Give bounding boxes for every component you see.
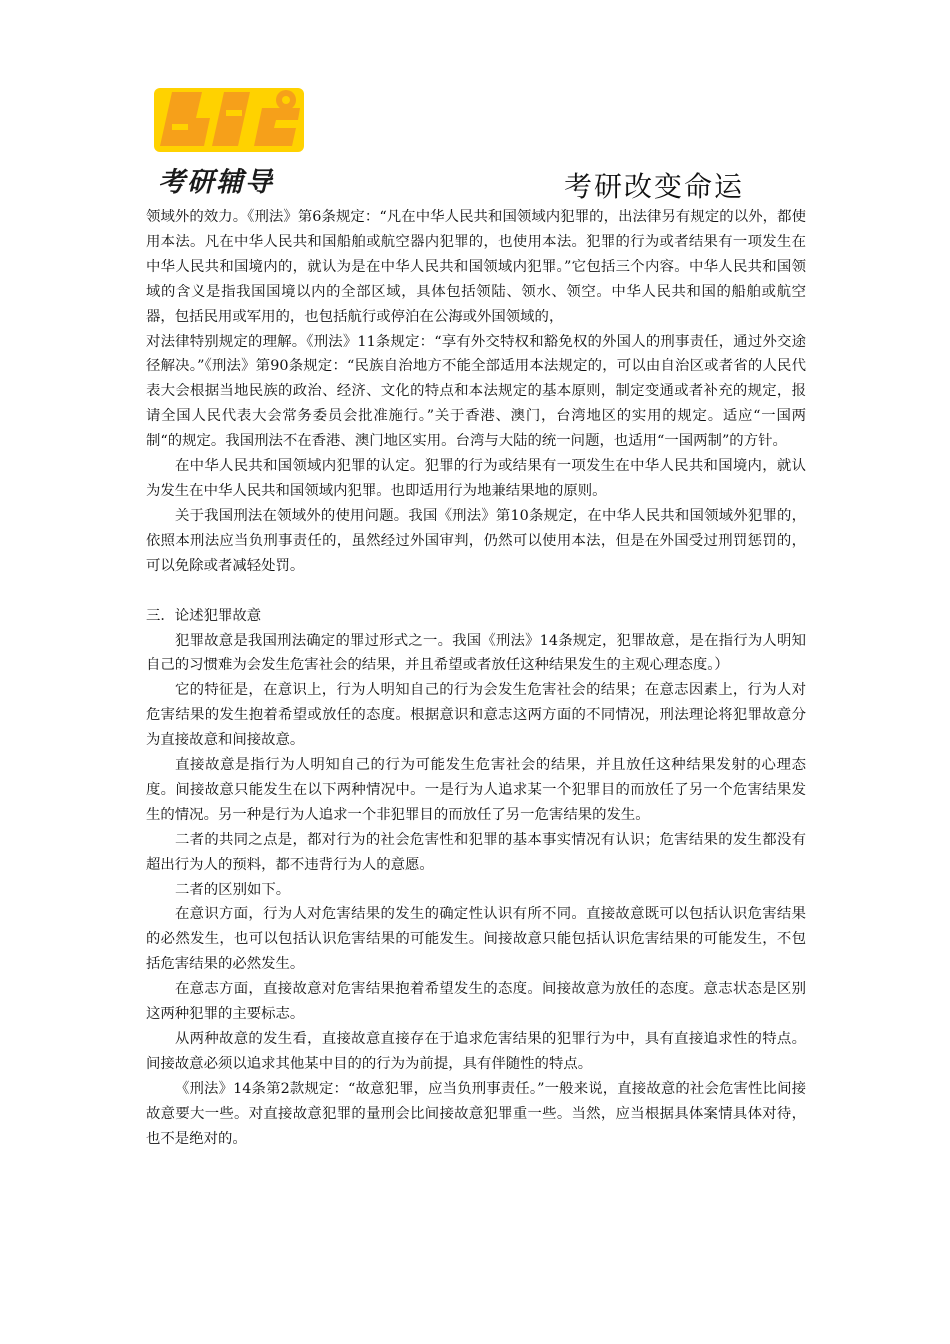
- document-body: [146, 205, 806, 1152]
- paragraph: 在意志方面，直接故意对危害结果抱着希望发生的态度。间接故意为放任的态度。意志状态是区别这两种犯罪的主要标志。: [146, 981, 806, 1023]
- paragraph: 从两种故意的发生看，直接故意直接存在于追求危害结果的犯罪行为中，具有直接追求性的特点。间接故意必须以追求其他某中目的的行为为前提，具有伴随性的特点。: [146, 1031, 806, 1072]
- paragraph: 关于我国刑法在领域外的使用问题。我国《刑法》第10条规定，在中华人民共和国领域外犯罪的，依照本刑法应当负刑事责任的，虽然经过外国审判，仍然可以使用本法，但是在外国受过刑罚惩罚的，可以免除或者减轻处罚。: [146, 507, 806, 574]
- paragraph: 它的特征是，在意识上，行为人明知自己的行为会发生危害社会的结果；在意志因素上，行为人对危害结果的发生抱着希望或放任的态度。根据意识和意志这两方面的不同情况，刑法理论将犯罪故意分为直接故意和间接故意。: [146, 682, 806, 749]
- paragraph: 二者的共同之点是，都对行为的社会危害性和犯罪的基本事实情况有认识；危害结果的发生都没有超出行为人的预料，都不违背行为人的意愿。: [146, 831, 806, 873]
- brand-logo: [150, 80, 310, 200]
- paragraph: 在中华人民共和国领域内犯罪的认定。犯罪的行为或结果有一项发生在中华人民共和国境内，就认为发生在中华人民共和国领域内犯罪。也即适用行为地兼结果地的原则。: [146, 458, 806, 499]
- paragraph: 对法律特别规定的理解。《刑法》11条规定：“享有外交特权和豁免权的外国人的刑事责任，通过外交途径解决。”《刑法》第90条规定：“民族自治地方不能全部适用本法规定的，可以由自治区或者省的人民代表大会根据当地民族的政治、经济、文化的特点和本法规定的基本原则，制定变通或者补充的规定，报请全国人民代表大会常务委员会批准施行。”关于香港、澳门，台湾地区的实用的规定。适应“一国两制“的规定。我国刑法不在香港、澳门地区实用。台湾与大陆的统一问题，也适用“一国两制”的方针。: [146, 333, 806, 450]
- paragraph-gap: [146, 579, 806, 604]
- logo-subtitle: 考研辅导: [158, 167, 274, 198]
- paragraph: 《刑法》14条第2款规定：“故意犯罪，应当负刑事责任。”一般来说，直接故意的社会危害性比间接故意要大一些。对直接故意犯罪的量刑会比间接故意犯罪重一些。当然，应当根据具体案情具体对待，也不是绝对的。: [146, 1080, 806, 1147]
- paragraph: 犯罪故意是我国刑法确定的罪过形式之一。我国《刑法》14条规定，犯罪故意，是在指行为人明知自己的习惯难为会发生危害社会的结果，并且希望或者放任这种结果发生的主观心理态度。）: [146, 632, 806, 674]
- paragraph: 在意识方面，行为人对危害结果的发生的确定性认识有所不同。直接故意既可以包括认识危害结果的必然发生，也可以包括认识危害结果的可能发生。间接故意只能包括认识危害结果的可能发生，不包括危害结果的必然发生。: [146, 906, 806, 973]
- slogan: 考研改变命运: [564, 170, 745, 203]
- paragraph: 二者的区别如下。: [175, 881, 291, 898]
- paragraph: 直接故意是指行为人明知自己的行为可能发生危害社会的结果，并且放任这种结果发射的心理态度。间接故意只能发生在以下两种情况中。一是行为人追求某一个犯罪目的而放任了另一个危害结果发生的情况。另一种是行为人追求一个非犯罪目的而放任了另一危害结果的发生。: [146, 757, 806, 823]
- section-heading: 三．论述犯罪故意: [146, 607, 262, 624]
- paragraph: 领域外的效力。《刑法》第6条规定：“凡在中华人民共和国领域内犯罪的，出法律另有规定的以外，都使用本法。凡在中华人民共和国船舶或航空器内犯罪的，也使用本法。犯罪的行为或者结果有一项发生在中华人民共和国境内的，就认为是在中华人民共和国领域内犯罪。”它包括三个内容。中华人民共和国领域的含义是指我国国境以内的全部区域，具体包括领陆、领水、领空。中华人民共和国的船舶或航空器，包括民用或军用的，也包括航行或停泊在公海或外国领域的，: [146, 209, 806, 325]
- logo-mark-icon: [150, 80, 310, 160]
